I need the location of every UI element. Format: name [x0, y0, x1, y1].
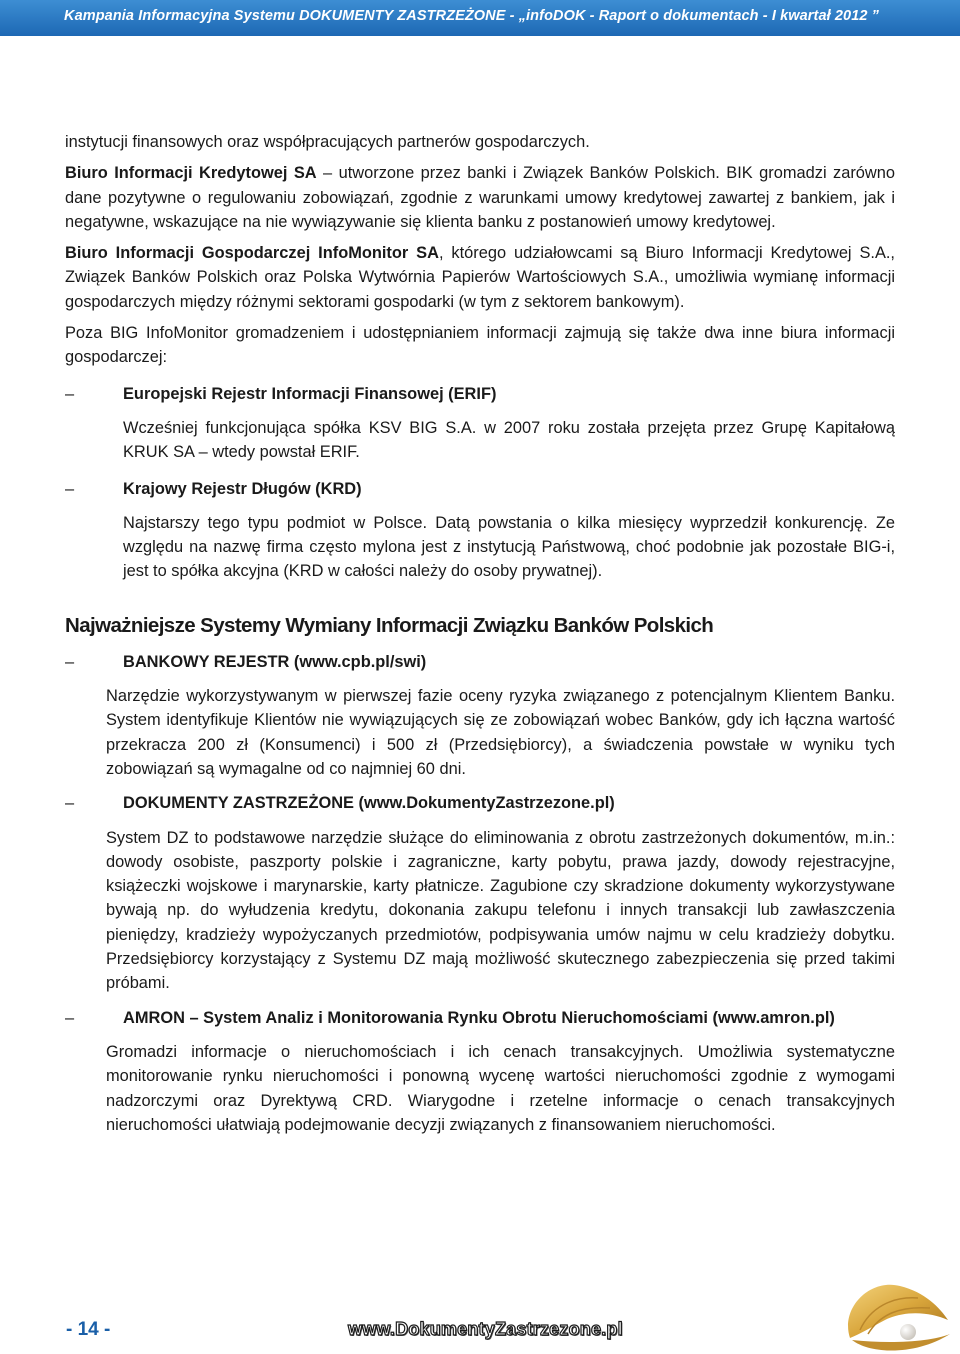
list-item-amron — [65, 1006, 895, 1030]
bik-name: Biuro Informacji Kredytowej SA — [65, 164, 317, 183]
document-body — [65, 130, 895, 1137]
amron-title: AMRON – System Analiz i Monitorowania Rynku Obrotu Nieruchomościami (www.amron.pl) — [123, 1008, 835, 1027]
dash-bullet: – — [65, 384, 75, 403]
header-title: Kampania Informacyjna Systemu DOKUMENTY ZASTRZEŻONE - „infoDOK - Raport o dokumentach - I kwartał 2012 ” — [64, 8, 880, 24]
br-description: Narzędzie wykorzystywanym w pierwszej fazie oceny ryzyka związanego z potencjalnym Klientem Banku. System identyfikuje Klientów nie wywiązujących się ze zobowiązań wobec Banków, gdy ich łączna wartość przekracza 200 zł (Konsumenci) i 500 zł (Przedsiębiorcy), a świadczenia powstałe w wyniku tych zobowiązań są wymagalne od co najmniej 60 dni. — [106, 687, 895, 778]
erif-title: Europejski Rejestr Informacji Finansowej (ERIF) — [123, 384, 497, 403]
dash-bullet: – — [65, 479, 75, 498]
dash-bullet: – — [65, 794, 75, 813]
infomonitor-text: , którego udziałowcami są Biuro Informacji Kredytowej S.A., Związek Banków Polskich oraz Polska Wytwórnia Papierów Wartościowych S.A., umożliwia wymianę informacji gospodarczych między różnymi sektorami gospodarki (w tym z sektorem bankowym). — [65, 244, 895, 311]
footer-url[interactable]: www.DokumentyZastrzezone.pl — [348, 1319, 623, 1339]
section-heading: Najważniejsze Systemy Wymiany Informacji Związku Banków Polskich — [65, 613, 714, 637]
dz-title: DOKUMENTY ZASTRZEŻONE (www.DokumentyZastrzezone.pl) — [123, 794, 615, 813]
list-item-erif — [65, 382, 895, 406]
br-title: BANKOWY REJESTR (www.cpb.pl/swi) — [123, 652, 427, 671]
krd-title: Krajowy Rejestr Długów (KRD) — [123, 479, 362, 498]
krd-description: Najstarszy tego typu podmiot w Polsce. Datą powstania o kilka miesięcy wyprzedził konkurencję. Ze względu na nazwę firma często mylona jest z instytucją Państwową, choć podobnie jak pozostałe BIG-i, jest to spółka akcyjna (KRD w całości należy do osoby prywatnej). — [123, 513, 895, 581]
paragraph-big-infomonitor — [65, 241, 895, 314]
erif-description: Wcześniej funkcjonująca spółka KSV BIG S.A. w 2007 roku została przejęta przez Grupę Kapitałową KRUK SA – wtedy powstał ERIF. — [123, 418, 895, 462]
list-item-krd — [65, 477, 895, 501]
dash-bullet: – — [65, 1008, 75, 1027]
paragraph-bik — [65, 161, 895, 234]
paragraph-continuation: instytucji finansowych oraz współpracujących partnerów gospodarczych. — [65, 133, 590, 151]
dz-description: System DZ to podstawowe narzędzie służące do eliminowania z obrotu zastrzeżonych dokumentów, m.in.: dowody osobiste, paszporty polskie i zagraniczne, karty pobytu, prawa jazdy, dowody rejestracyjne, książeczki wojskowe i marynarskie, karty płatnicze. Zagubione czy skradzione dokumenty wykorzystywane bywają np. do wyłudzenia kredytu, dokonania zakupu telefonu i innych transakcji lub zawłaszczenia pieniędzy, kradzieży wypożyczanych przedmiotów, podpisywania umów najmu w celu kradzieży dobytku. Przedsiębiorcy korzystający z Systemu DZ mają możliwość skutecznego zabezpieczenia się przed takimi próbami. — [106, 828, 895, 993]
dash-bullet: – — [65, 652, 75, 671]
infomonitor-name: Biuro Informacji Gospodarczej InfoMonitor SA — [65, 244, 439, 263]
header-bar — [0, 0, 960, 36]
list-item-dokumenty-zastrzezone — [65, 791, 895, 815]
pearl-shell-icon — [830, 1268, 960, 1354]
paragraph-other-bureaus: Poza BIG InfoMonitor gromadzeniem i udostępnianiem informacji zajmują się także dwa inne biura informacji gospodarczej: — [65, 324, 895, 367]
list-item-bankowy-rejestr — [65, 650, 895, 674]
amron-description: Gromadzi informacje o nieruchomościach i ich cenach transakcyjnych. Umożliwia systematyczne monitorowanie rynku nieruchomości i ponowną wycenę wartości nieruchomości zgodnie z wymogami nadzorczymi oraz Dyrektywą CRD. Wiarygodne i rzetelne informacje o cenach transakcyjnych nieruchomości ułatwiają podejmowanie decyzji związanych z finansowaniem nieruchomości. — [106, 1042, 895, 1134]
bik-text: – utworzone przez banki i Związek Banków Polskich. BIK gromadzi zarówno dane pozytywne o regulowaniu zobowiązań, zgodnie z warunkami umowy kredytowej zawartej z bankiem, jak i negatywne, wskazujące na nie wywiązywanie się klienta banku z postanowień umowy kredytowej. — [65, 164, 895, 231]
page-number: - 14 - — [66, 1319, 111, 1340]
